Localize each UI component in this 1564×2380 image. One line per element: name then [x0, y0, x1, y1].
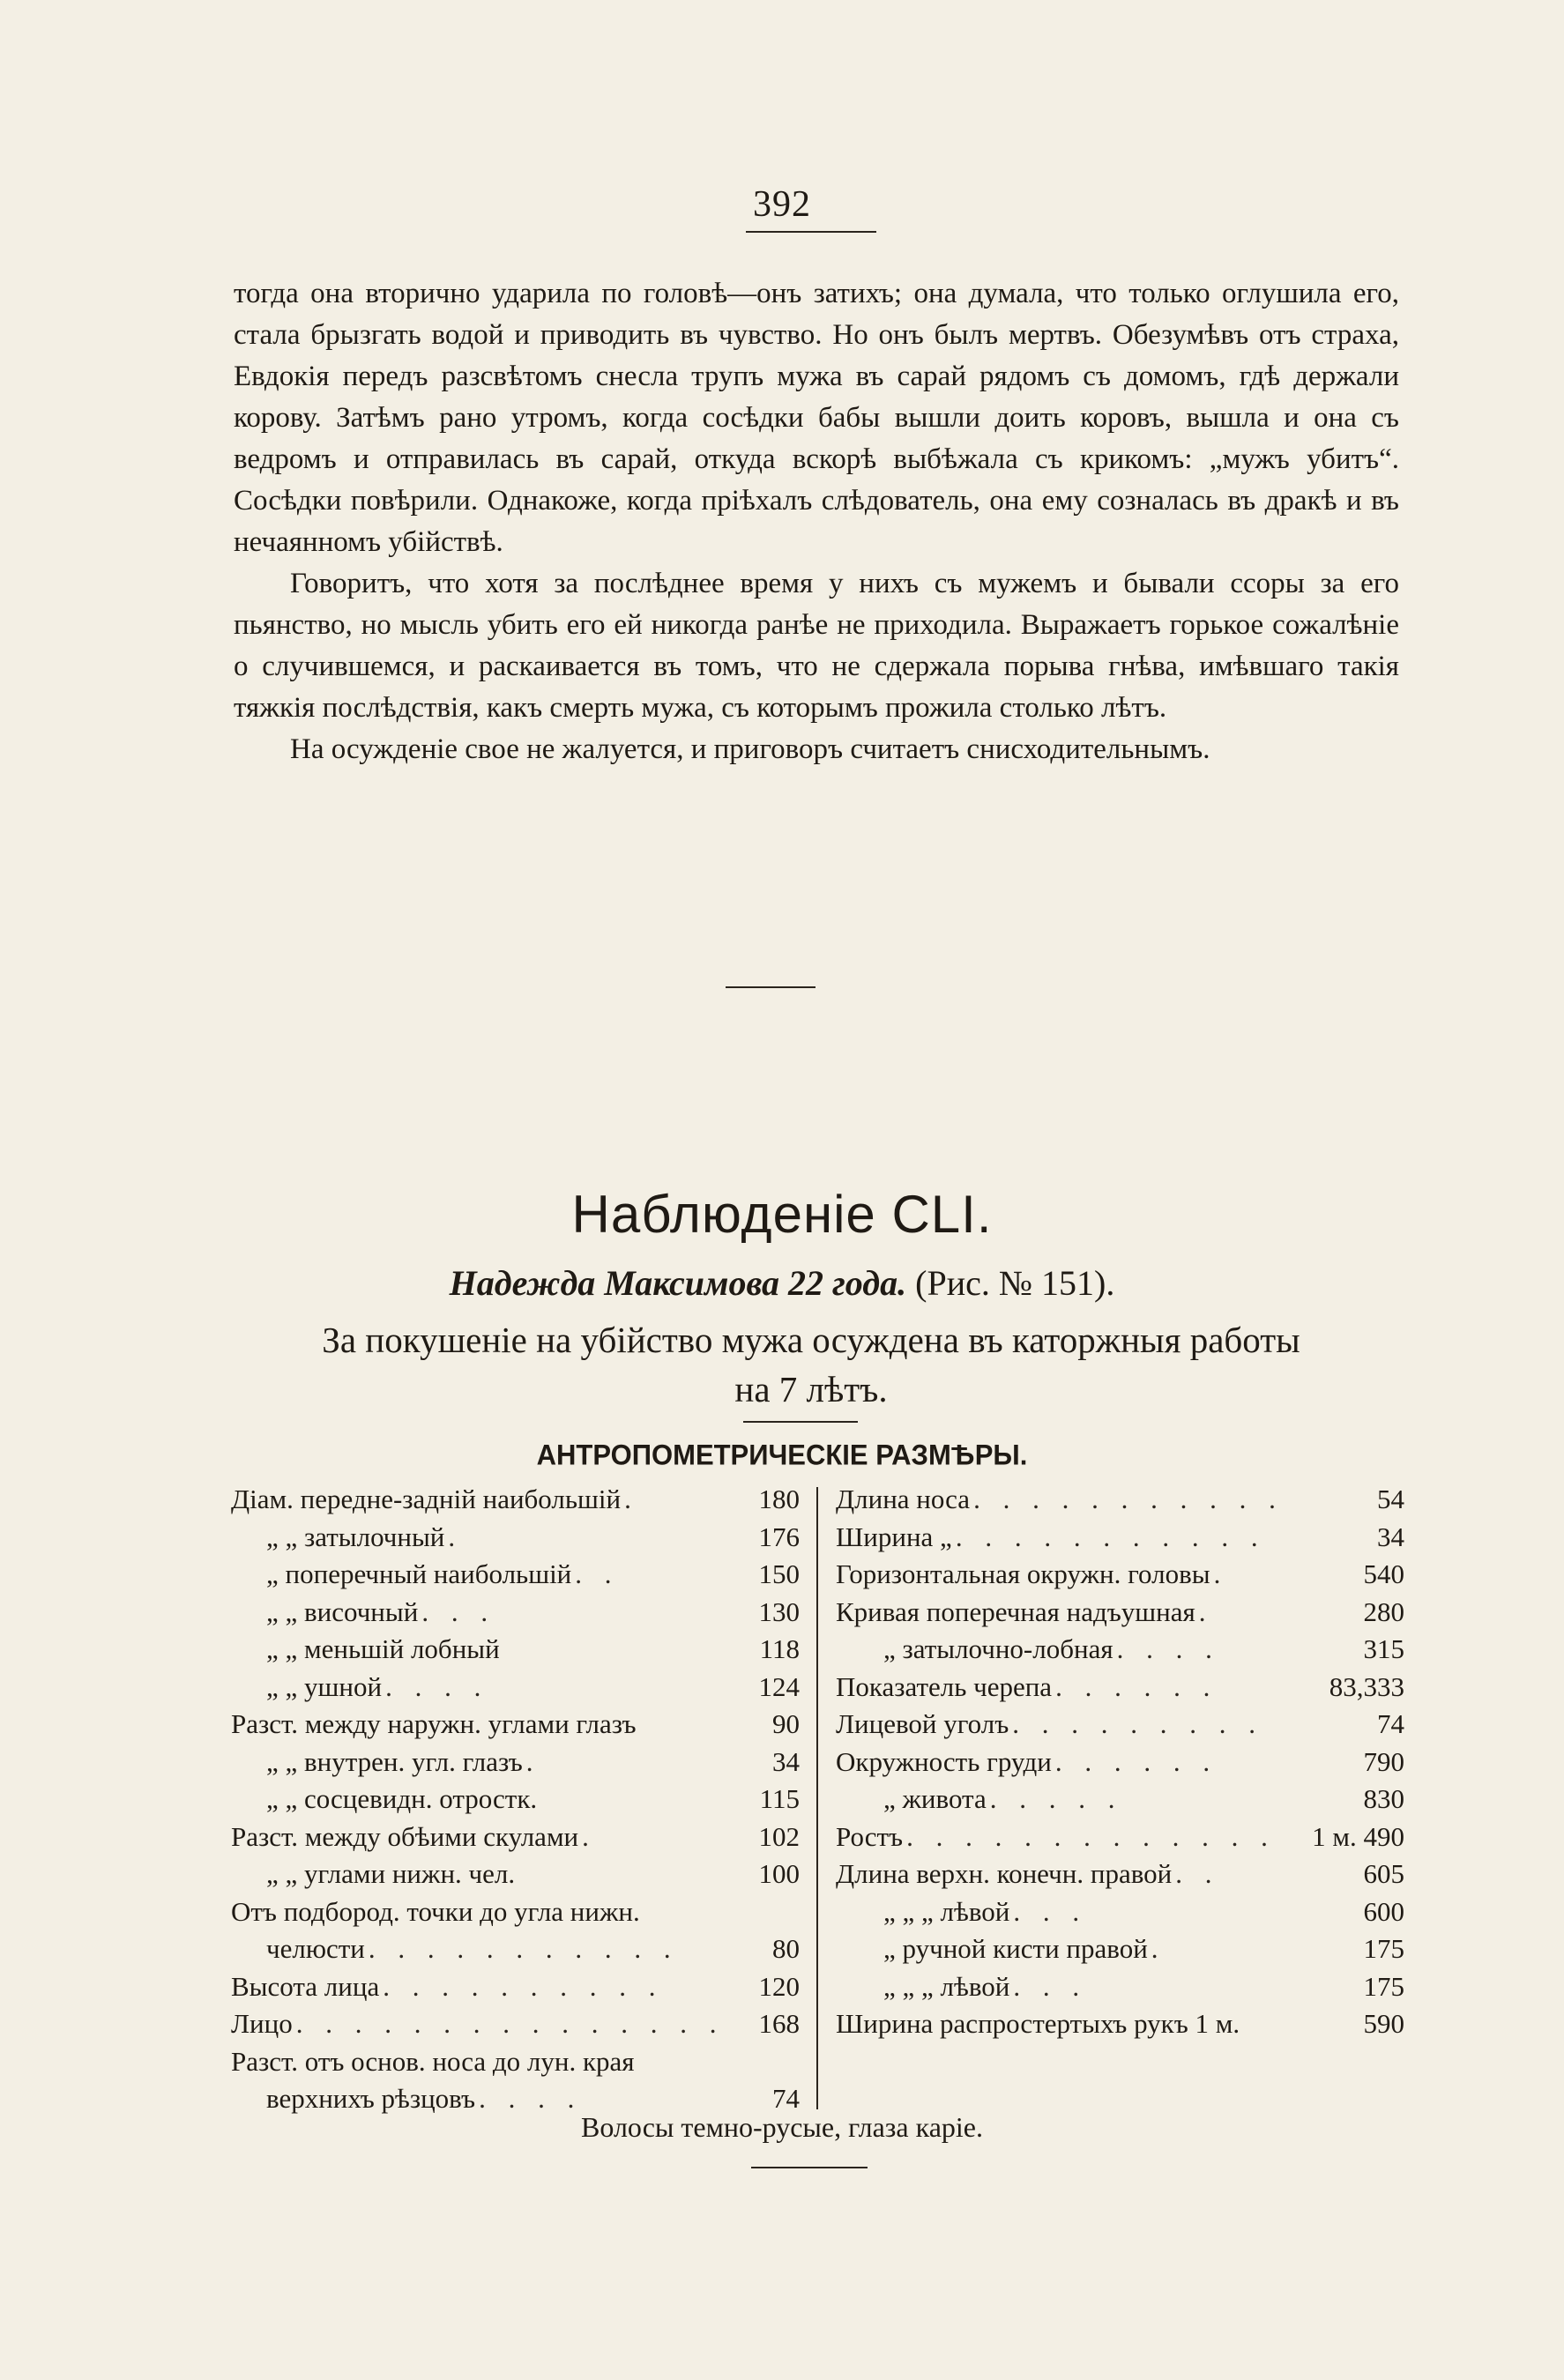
body-text — [234, 273, 1399, 770]
measurement-value: 1 м. 490 — [1312, 1820, 1404, 1852]
measurement-row — [231, 2046, 800, 2084]
leader-dots: . . . . . . — [1054, 1745, 1218, 1777]
measurement-value: 605 — [1363, 1858, 1404, 1889]
measurement-label: Длина верхн. конечн. правой — [836, 1858, 1173, 1889]
leader-dots: . — [525, 1745, 541, 1777]
measurement-value: 34 — [772, 1745, 800, 1777]
measurement-row — [231, 2008, 800, 2046]
measurement-label: верхнихъ рѣзцовъ — [266, 2083, 476, 2114]
measurement-value: 118 — [759, 1633, 800, 1664]
measurement-value: 590 — [1363, 2008, 1404, 2039]
measurements-heading: АНТРОПОМЕТРИЧЕСКІЕ РАЗМѢРЫ. — [536, 1439, 1028, 1471]
measurement-value: 34 — [1377, 1521, 1404, 1552]
measurement-label: „ „ внутрен. угл. глазъ — [266, 1745, 523, 1777]
measurement-row — [231, 1821, 800, 1859]
figure-reference: (Рис. № 151). — [915, 1263, 1115, 1303]
measurement-label: Лицевой уголъ — [836, 1708, 1009, 1739]
paragraph-3: На осужденіе свое не жалуется, и приговоръ считаетъ снисходительнымъ. — [290, 733, 1210, 765]
leader-dots: . . . . . . . . . . . . . . . — [295, 2008, 725, 2039]
measurement-row — [231, 1671, 800, 1709]
measurement-value: 74 — [772, 2083, 800, 2114]
paragraph-1: тогда она вторично ударила по головѣ—онъ затихъ; она думала, что только оглушила его, стала брызгать водой и приводить въ чувство. Но онъ былъ мертвъ. Обезумѣвъ отъ страха, Евдокія передъ разсвѣтомъ снесла трупъ мужа въ сарай рядомъ съ домомъ, гдѣ держали корову. Затѣмъ рано утромъ, когда сосѣдки бабы вышли доить коровъ, вышла и она съ ведромъ и отправилась въ сарай, откуда вскорѣ выбѣжала съ крикомъ: „мужъ убитъ“. Сосѣдки повѣрили. Однакоже, когда пріѣхалъ слѣдователь, она ему созналась въ дракѣ и въ нечаянномъ убійствѣ. — [234, 278, 1399, 558]
measurement-value: 102 — [758, 1820, 800, 1852]
measurement-row — [836, 1896, 1404, 1934]
leader-dots: . . . — [1013, 1970, 1088, 2002]
measurement-value: 115 — [759, 1783, 800, 1814]
measurement-value: 168 — [758, 2008, 800, 2039]
measurement-label: Ростъ — [836, 1820, 904, 1852]
subject-name: Надежда Максимова 22 года. — [449, 1263, 907, 1303]
measurement-row — [231, 1708, 800, 1746]
leader-dots: . — [448, 1521, 464, 1552]
measurement-label: „ поперечный наибольшій — [266, 1558, 572, 1589]
measurement-value: 150 — [758, 1558, 800, 1589]
measurement-label: „ „ „ лѣвой — [883, 1970, 1010, 2002]
measurement-label: Разст. между обѣими скулами — [231, 1820, 579, 1852]
leader-dots: . . . . . . — [1055, 1670, 1218, 1702]
measurement-label: Ширина „ — [836, 1521, 952, 1552]
measurement-row — [836, 1708, 1404, 1746]
measurement-value: 830 — [1363, 1783, 1404, 1814]
page-number-rule — [746, 231, 876, 233]
leader-dots: . . . . — [479, 2083, 583, 2114]
measurement-row — [231, 1858, 800, 1896]
measurement-label: Лицо — [231, 2008, 293, 2039]
leader-dots: . . — [1175, 1858, 1220, 1889]
measurement-row — [231, 1896, 800, 1934]
leader-dots: . . . . . — [989, 1783, 1123, 1814]
measurement-label: Разст. отъ основ. носа до лун. края — [231, 2045, 635, 2077]
measurement-row — [836, 1858, 1404, 1896]
sentence-line-1: За покушеніе на убійство мужа осужденa въ каторжныя работы — [322, 1320, 1300, 1360]
measurement-label: Окружность груди — [836, 1745, 1052, 1777]
measurement-value: 124 — [758, 1670, 800, 1702]
measurements-right-column — [836, 1484, 1404, 2046]
measurement-label: „ „ височный — [266, 1595, 419, 1627]
leader-dots: . . . . — [385, 1670, 489, 1702]
measurement-label: „ „ углами нижн. чел. — [266, 1858, 516, 1889]
measurement-label: „ ручной кисти правой — [883, 1933, 1148, 1964]
measurement-value: 83,333 — [1329, 1670, 1404, 1702]
measurement-label: Показатель черепа — [836, 1670, 1053, 1702]
measurement-label: „ „ меньшій лобный — [266, 1633, 500, 1664]
leader-dots: . . . . . . . . . . — [383, 1970, 664, 2002]
measurement-row — [836, 1971, 1404, 2009]
measurement-row — [836, 1521, 1404, 1559]
leader-dots: . . . — [421, 1595, 496, 1627]
measurement-value: 130 — [758, 1595, 800, 1627]
measurement-label: „ живота — [883, 1783, 987, 1814]
leader-dots: . — [624, 1484, 639, 1514]
measurement-label: Длина носа — [836, 1484, 971, 1514]
measurement-row — [836, 1558, 1404, 1596]
hair-eye-note: Волосы темно-русые, глаза каріе. — [581, 2111, 983, 2143]
measurement-value: 120 — [758, 1970, 800, 2002]
measurement-label: Ширина распростертыхъ рукъ 1 м. — [836, 2008, 1240, 2039]
leader-dots: . — [1151, 1933, 1166, 1964]
measurement-row — [836, 1596, 1404, 1634]
page-number: 392 — [753, 184, 811, 225]
measurement-value: 90 — [772, 1708, 800, 1739]
measurement-value: 54 — [1377, 1484, 1404, 1514]
measurement-label: Отъ подбород. точки до угла нижн. — [231, 1895, 640, 1927]
measurement-label: Высота лица — [231, 1970, 380, 2002]
sentence-text — [220, 1315, 1402, 1414]
measurement-value: 74 — [1377, 1708, 1404, 1739]
measurement-value: 175 — [1363, 1970, 1404, 2002]
leader-dots: . . . . . . . . . . . — [955, 1521, 1266, 1552]
leader-dots: . — [1198, 1595, 1214, 1627]
leader-dots: . — [582, 1820, 597, 1852]
measurement-value: 600 — [1363, 1895, 1404, 1927]
measurement-row — [836, 1746, 1404, 1784]
leader-dots: . . . . . . . . . — [1012, 1708, 1264, 1739]
sentence-rule — [743, 1421, 858, 1423]
leader-dots: . . . . . . . . . . . — [368, 1933, 679, 1964]
measurements-left-column — [231, 1484, 800, 2121]
measurement-row — [231, 1521, 800, 1559]
measurement-value: 80 — [772, 1933, 800, 1964]
measurement-label: „ „ „ лѣвой — [883, 1895, 1010, 1927]
observation-title: Наблюденіе CLI. — [571, 1185, 993, 1244]
measurement-row — [231, 1933, 800, 1971]
measurement-row — [231, 1596, 800, 1634]
leader-dots: . . . — [1013, 1895, 1088, 1927]
subject-line — [0, 1262, 1564, 1304]
bottom-rule — [751, 2167, 868, 2168]
measurement-label: „ затылочно-лобная — [883, 1633, 1113, 1664]
measurement-value: 175 — [1363, 1933, 1404, 1964]
measurement-row — [836, 1933, 1404, 1971]
measurement-value: 100 — [758, 1858, 800, 1889]
measurement-label: „ „ сосцевидн. отростк. — [266, 1783, 538, 1814]
measurement-value: 280 — [1363, 1595, 1404, 1627]
leader-dots: . . . . . . . . . . . . . — [906, 1820, 1276, 1852]
measurement-row — [231, 1484, 800, 1521]
measurement-label: Кривая поперечная надъушная — [836, 1595, 1195, 1627]
measurement-row — [836, 1821, 1404, 1859]
leader-dots: . . . . — [1116, 1633, 1220, 1664]
measurement-value: 180 — [758, 1484, 800, 1514]
column-divider — [816, 1487, 818, 2109]
measurement-row — [836, 1484, 1404, 1521]
measurement-label: „ „ ушной — [266, 1670, 383, 1702]
measurement-label: Горизонтальная окружн. головы — [836, 1558, 1210, 1589]
measurement-label: челюсти — [266, 1933, 365, 1964]
measurement-value: 315 — [1363, 1633, 1404, 1664]
measurement-value: 540 — [1363, 1558, 1404, 1589]
measurement-value: 176 — [758, 1521, 800, 1552]
leader-dots: . — [1213, 1558, 1229, 1589]
leader-dots: . . — [575, 1558, 620, 1589]
measurement-row — [231, 1971, 800, 2009]
sentence-line-2: на 7 лѣтъ. — [734, 1369, 888, 1409]
measurement-row — [231, 1746, 800, 1784]
measurement-row — [231, 1783, 800, 1821]
paragraph-2: Говоритъ, что хотя за послѣднее время у нихъ съ мужемъ и бывали ссоры за его пьянство, но мысль убить его ей никогда ранѣе не приходила. Выражаетъ горькое сожалѣніе о случившемся, и раскаивается въ томъ, что не сдержала порыва гнѣва, имѣвшаго такія тяжкія послѣдствія, какъ смерть мужа, съ которымъ прожила столько лѣтъ. — [234, 568, 1399, 724]
measurement-label: „ „ затылочный — [266, 1521, 445, 1552]
section-divider — [726, 986, 816, 988]
measurement-row — [836, 1633, 1404, 1671]
measurement-row — [836, 1671, 1404, 1709]
measurement-label: Діам. передне-задній наибольшій — [231, 1484, 622, 1514]
measurement-row — [231, 1558, 800, 1596]
measurement-row — [231, 1633, 800, 1671]
measurement-row — [836, 2008, 1404, 2046]
measurement-label: Разст. между наружн. углами глазъ — [231, 1708, 637, 1739]
measurement-row — [836, 1783, 1404, 1821]
measurement-value: 790 — [1363, 1745, 1404, 1777]
leader-dots: . . . . . . . . . . . — [973, 1484, 1284, 1514]
